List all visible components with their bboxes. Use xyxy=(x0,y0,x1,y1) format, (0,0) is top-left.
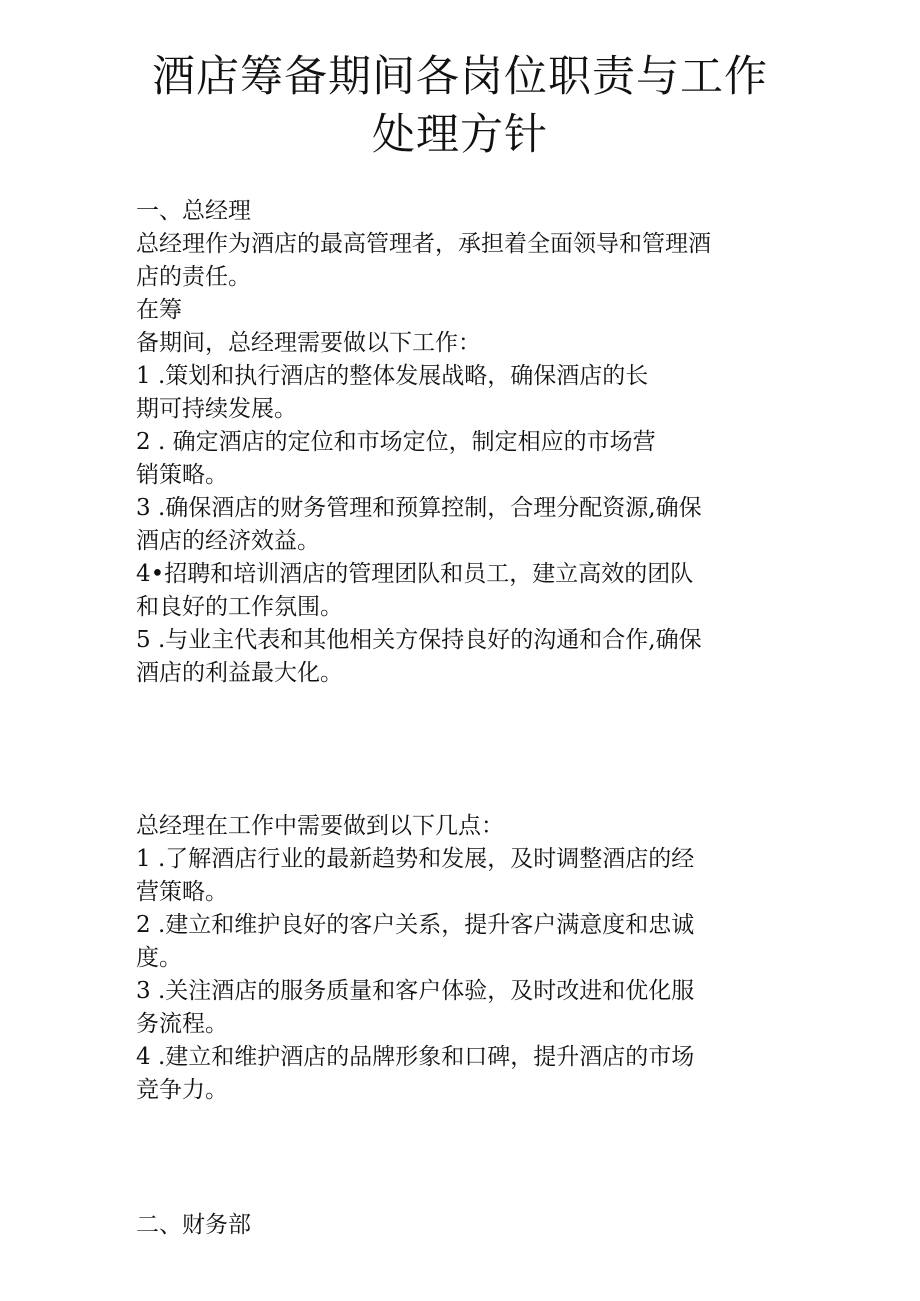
list-item-line: 销策略。 xyxy=(136,462,228,488)
list-item-line: 务流程。 xyxy=(136,1011,228,1037)
list-item-line: 5 .与业主代表和其他相关方保持良好的沟通和合作,确保 xyxy=(136,627,702,653)
paragraph-line: 总经理作为酒店的最高管理者，承担着全面领导和管理酒 xyxy=(136,231,711,257)
list-item-line: 1 .了解酒店行业的最新趋势和发展，及时调整酒店的经 xyxy=(136,846,695,872)
section-heading-general-manager: 一、总经理 xyxy=(136,198,251,224)
list-item-line: 酒店的利益最大化。 xyxy=(136,660,343,686)
list-item-line: 3 .关注酒店的服务质量和客户体验，及时改进和优化服 xyxy=(136,978,695,1004)
list-item-line: 酒店的经济效益。 xyxy=(136,528,320,554)
section-heading-finance: 二、财务部 xyxy=(136,1212,251,1238)
list-item-line: 2 .建立和维护良好的客户关系，提升客户满意度和忠诚 xyxy=(136,912,695,938)
list-item-line: 竞争力。 xyxy=(136,1077,228,1103)
list-item-line: 4 .建立和维护酒店的品牌形象和口碑，提升酒店的市场 xyxy=(136,1044,695,1070)
list-item-line: 2 . 确定酒店的定位和市场定位，制定相应的市场营 xyxy=(136,429,656,455)
list-item-line: 3 .确保酒店的财务管理和预算控制，合理分配资源,确保 xyxy=(136,495,702,521)
list-item-line: 4•招聘和培训酒店的管理团队和员工，建立高效的团队 xyxy=(136,561,694,587)
list-item-line: 和良好的工作氛围。 xyxy=(136,594,343,620)
document-title-line-2: 处理方针 xyxy=(372,110,548,160)
section-general-manager xyxy=(136,195,796,690)
paragraph-line: 备期间，总经理需要做以下工作： xyxy=(136,330,481,356)
list-item-line: 营策略。 xyxy=(136,879,228,905)
list-item-line: 1 .策划和执行酒店的整体发展战略，确保酒店的长 xyxy=(136,363,649,389)
paragraph-line: 店的责任。 xyxy=(136,264,251,290)
list-item-line: 期可持续发展。 xyxy=(136,396,297,422)
paragraph-line: 在筹 xyxy=(136,297,182,323)
paragraph-line: 总经理在工作中需要做到以下几点： xyxy=(136,813,504,839)
section-finance xyxy=(136,1209,796,1242)
list-item-line: 度。 xyxy=(136,945,182,971)
document-title-line-1: 酒店筹备期间各岗位职责与工作 xyxy=(152,52,768,102)
section-general-manager-points xyxy=(136,810,796,1107)
